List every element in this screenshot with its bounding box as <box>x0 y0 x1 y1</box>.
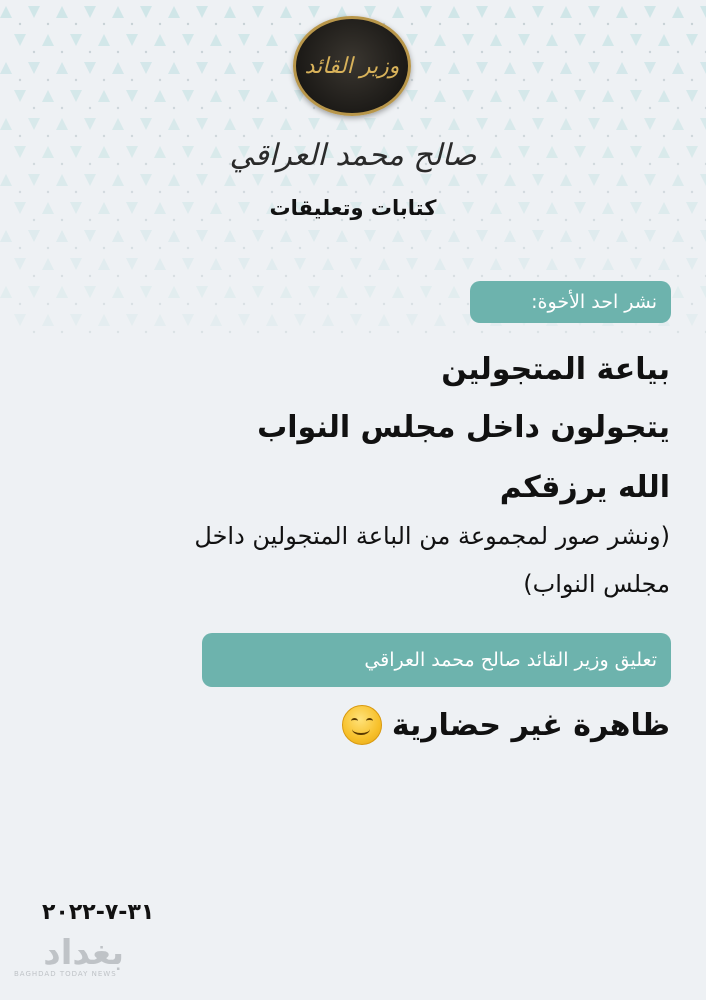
reply-text: ظاهرة غير حضارية <box>391 707 670 743</box>
watermark-sub-text: BAGHDAD TODAY NEWS <box>14 970 117 978</box>
post-label-badge <box>470 281 671 323</box>
page-subtitle: كتابات وتعليقات <box>269 196 437 220</box>
post-line-4: (ونشر صور لمجموعة من الباعة المتجولين داخل <box>194 522 670 550</box>
logo-emblem <box>293 16 411 116</box>
post-line-1: بياعة المتجولين <box>441 352 670 387</box>
post-label-text: نشر احد الأخوة: <box>531 291 657 313</box>
reply-label-badge <box>202 633 671 687</box>
watermark-main-text: بغداد <box>43 933 124 973</box>
post-line-5: مجلس النواب) <box>523 570 670 598</box>
author-signature: صالح محمد العراقي <box>229 138 477 173</box>
post-line-2: يتجولون داخل مجلس النواب <box>257 410 670 445</box>
logo-text: وزير القائد <box>304 53 400 79</box>
watermark-logo <box>14 933 124 978</box>
smiling-face-icon <box>342 705 382 745</box>
post-date: ٣١-٧-٢٠٢٢ <box>42 900 155 925</box>
reply-label-text: تعليق وزير القائد صالح محمد العراقي <box>364 649 657 671</box>
reply-comment <box>342 705 670 745</box>
post-line-3: الله يرزقكم <box>499 470 670 505</box>
